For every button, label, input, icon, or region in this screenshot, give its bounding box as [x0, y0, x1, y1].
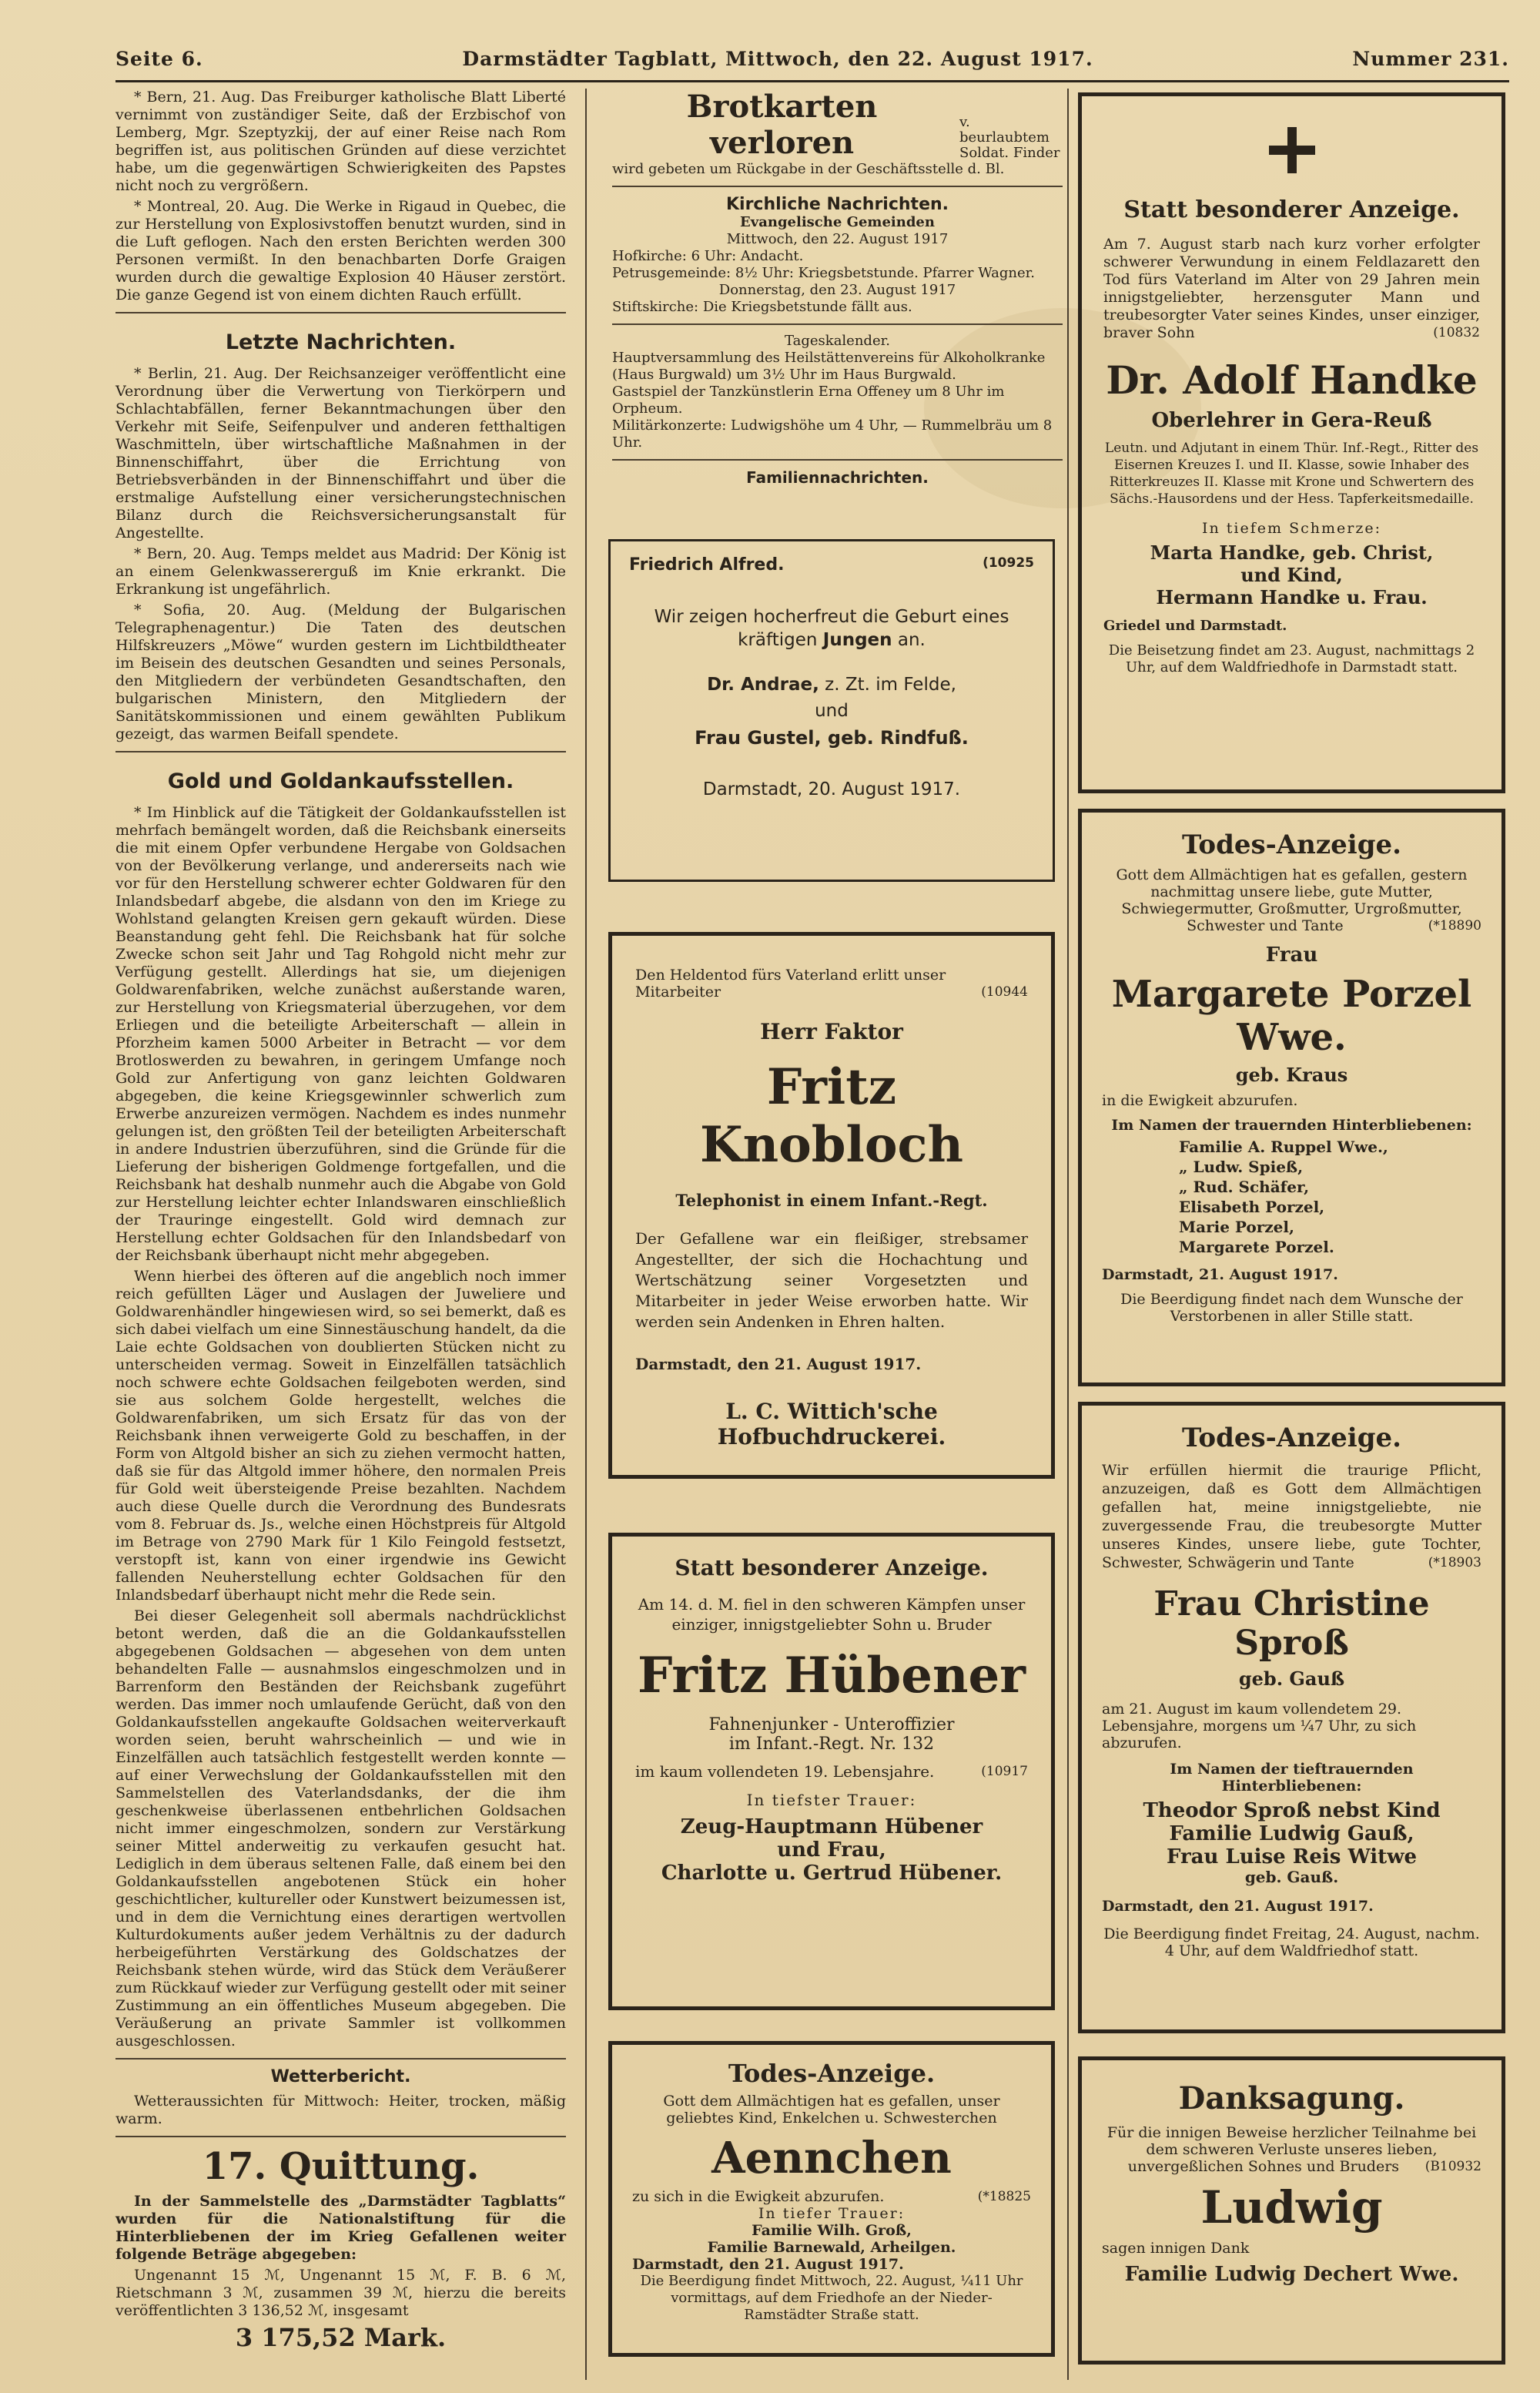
column-divider: [585, 89, 587, 2380]
rule: [612, 323, 1063, 325]
obit-date: Darmstadt, 21. August 1917.: [1102, 1266, 1338, 1283]
thanks-text: Für die innigen Beweise herzlicher Teilnahme bei dem schweren Verluste unseres lieben, unvergeßlichen Sohnes und Bruders: [1106, 2124, 1477, 2175]
section-title-weather: Wetterbericht.: [270, 2067, 411, 2086]
church-sub: Evangelische Gemeinden: [740, 214, 935, 230]
obit-birthname: geb. Kraus: [1235, 1064, 1348, 1086]
article-paragraph: Bei dieser Gelegenheit soll abermals nachdrücklichst betont werden, daß die an die Goldankaufsstellen abgegebenen Goldsachen — abgesehen von dem unten behandelten Falle — ausnahmslos eingeschmolzen und in Barrenform den Beständen der Reichsbank zugeführt werden. Das immer noch umlaufende Gerücht, daß von den Goldankaufsstellen angekaufte Goldsachen weiterverkauft worden seien, beruht wahrscheinlich — und wie in Einzelfällen auch tatsächlich festgestellt werden konnte — auf einer Verwechslung der Goldankaufsstellen mit den Sammelstellen des Vaterlandsdanks, der die ihm geschenkweise überlassenen entbehrlichen Goldsachen nicht immer eingeschmolzen, sondern zur Verstärkung seiner Mittel anderweitig zu verkaufen gesucht hat. Lediglich in dem überaus seltenen Falle, daß einem bei den Goldankaufsstellen angebotenen Stück ein hoher geschichtlicher, kultureller oder Kunstwert beizumessen ist, und in dem die Vernichtung eines derartigen wertvollen Kulturdokuments außer jedem Verhältnis zu der dadurch herbeigeführten Verstärkung des Goldschatzes der Reichsbank stehen würde, wird das Stück dem Veräußerer zum Rückkauf wieder zur Verfügung gestellt oder mit seiner Zustimmung an ein öffentliches Museum abgegeben. Die Veräußerung an private Sammler ist vollkommen ausgeschlossen.: [116, 1607, 566, 2049]
obit-family: Familie Ludwig Gauß,: [1169, 1822, 1414, 1845]
news-article: * Montreal, 20. Aug. Die Werke in Rigaud in Quebec, die zur Herstellung von Explosivstoffen benutzt wurden, sind in die Luft geflogen. Nach den ersten Berichten werden 300 Personen vermißt. In den benachbarten Dorfe Graigen wurden durch die gewaltige Explosion 40 Häuser zerstört. Die ganze Gegend ist von einem dichten Rauch erfüllt.: [116, 198, 566, 303]
ad-reference: (10832: [1433, 325, 1480, 340]
obit-family: Theodor Sproß nebst Kind: [1143, 1799, 1441, 1822]
obit-family: Hermann Handke u. Frau.: [1156, 586, 1428, 608]
rule: [612, 186, 1063, 187]
obit-family: Marta Handke, geb. Christ,: [1150, 541, 1434, 564]
rule: [116, 2136, 566, 2137]
column-notices: [612, 89, 1063, 487]
church-item: Stiftskirche: Die Kriegsbetstunde fällt aus.: [612, 299, 912, 315]
birth-father: Dr. Andrae,: [707, 675, 819, 695]
rule: [116, 2058, 566, 2060]
birth-child-name: Friedrich Alfred.: [629, 555, 785, 575]
obit-family: Frau Luise Reis Witwe: [1166, 1845, 1418, 1868]
obituary-knobloch: [608, 932, 1055, 1479]
obit-role: Telephonist in einem Infant.-Regt.: [675, 1191, 988, 1210]
obit-intro: Gott dem Allmächtigen hat es gefallen, unser geliebtes Kind, Enkelchen u. Schwesterchen: [663, 2093, 1000, 2127]
obit-heading: Todes-Anzeige.: [728, 2059, 936, 2088]
obit-intro: Den Heldentod fürs Vaterland erlitt unser Mitarbeiter: [635, 967, 946, 1000]
calendar-title: Tageskalender.: [785, 333, 890, 349]
thanks-line: sagen innigen Dank: [1102, 2240, 1250, 2257]
obit-intro: Am 7. August starb nach kurz vorher erfolgter schwerer Verwundung in einem Feldlazarett den Tod fürs Vaterland im Alter von 29 Jahren mein innigstgeliebter, herzensguter Mann und treubesorgter Vater seines Kindes, unser einziger, braver Sohn: [1103, 236, 1480, 341]
obit-text: Der Gefallene war ein fleißiger, strebsamer Angestellter, der sich die Hochachtung und Wertschätzung seiner Vorgesetzten und Mitarbeiter in jeder Weise erworben hatte. Wir werden sein Andenken in Ehren halten.: [635, 1229, 1028, 1331]
ad-reference: (10925: [983, 555, 1034, 571]
obit-family: „ Rud. Schäfer,: [1179, 1178, 1310, 1196]
obit-family: „ Ludw. Spieß,: [1179, 1158, 1304, 1176]
issue-number: Nummer 231.: [1352, 48, 1509, 70]
obit-text: in die Ewigkeit abzurufen.: [1102, 1092, 1298, 1109]
obit-title: Herr Faktor: [760, 1019, 903, 1044]
obit-family: Zeug-Hauptmann Hübener: [680, 1815, 983, 1838]
header-rule: [116, 80, 1509, 82]
obit-sender: L. C. Wittich'sche Hofbuchdruckerei.: [717, 1399, 946, 1450]
birth-date: Darmstadt, 20. August 1917.: [702, 779, 961, 799]
birth-mother: Frau Gustel, geb. Rindfuß.: [695, 727, 969, 749]
obituary-huebener: [608, 1533, 1055, 2010]
calendar-item: Militärkonzerte: Ludwigshöhe um 4 Uhr, — Rummelbräu um 8 Uhr.: [612, 417, 1053, 451]
birth-and: und: [815, 701, 849, 721]
column-news: [116, 89, 566, 2352]
obit-title: Frau: [1265, 943, 1318, 967]
lost-notice-sub: v. beurlaubtem: [959, 114, 1050, 146]
receipt-list: Ungenannt 15 ℳ, Ungenannt 15 ℳ, F. B. 6 ℳ, Rietschmann 3 ℳ, zusammen 39 ℳ, hierzu die bereits veröffentlichten 3 136,52 ℳ, insgesamt: [116, 2267, 566, 2319]
obit-name: Fritz Hübener: [638, 1647, 1026, 1704]
news-article: * Berlin, 21. Aug. Der Reichsanzeiger veröffentlicht eine Verordnung über die Verwertung von Tierkörpern und Schlachtabfällen, ferner Bekanntmachungen über den Verkehr mit Seife, Seifenpulver und anderen fetthaltigen Waschmitteln, über wirtschaftliche Maßnahmen in der Binnenschiffahrt, über die Errichtung von Betriebsverbänden in der Binnenschiffahrt und über die erstmalige Aufstellung einer versicherungstechnischen Bilanz durch die Reichsversicherungsanstalt für Angestellte.: [116, 365, 566, 541]
obit-date: Darmstadt, den 21. August 1917.: [1102, 1898, 1374, 1915]
receipt-total: 3 175,52 Mark.: [235, 2323, 447, 2352]
obit-family: Familie Barnewald, Arheilgen.: [707, 2239, 956, 2256]
calendar-item: Hauptversammlung des Heilstättenvereins für Alkoholkranke (Haus Burgwald) um 3½ Uhr im Haus Burgwald.: [612, 350, 1046, 383]
obit-text: am 21. August im kaum vollendetem 29. Lebensjahre, morgens um ¼7 Uhr, zu sich abzurufen.: [1102, 1701, 1417, 1751]
obit-intro: Wir erfüllen hiermit die traurige Pflicht, anzuzeigen, daß es Gott dem Allmächtigen gefallen hat, meine innigstgeliebte, nie zuvergessende Frau, die treubesorgte Mutter unseres Kindes, unsere liebe, gute Tochter, Schwester, Schwägerin und Tante: [1102, 1462, 1481, 1571]
calendar-item: Gastspiel der Tanzkünstlerin Erna Offeney um 8 Uhr im Orpheum.: [612, 384, 1005, 417]
church-date: Donnerstag, den 23. August 1917: [718, 282, 956, 298]
ad-reference: (*18890: [1428, 918, 1481, 933]
rule: [116, 312, 566, 313]
article-paragraph: Wenn hierbei des öfteren auf die angeblich noch immer reich gefüllten Läger und Auslagen der Juweliere und Goldwarenhändler hingewiesen wird, so sei bemerkt, daß es sich dabei vielfach um eine Sinnestäuschung handelt, da die Laie echte Goldsachen von doublierten Stücken nicht zu unterscheiden vermag. Soweit in Einzelfällen tatsächlich noch schwere echte Goldsachen feilgeboten werden, sind sie aus solchem Golde hergestellt, welches die Goldwarenfabriken, um sich Ersatz für das von der Reichsbank ihnen verweigerte Gold zu beschaffen, in der Form von Altgold bisher an sich zu ziehen vermocht hatten, daß sie für das Altgold immer höhere, den normalen Preis für Gold weit übersteigende Preise bezahlten. Nachdem auch diese Quelle durch die Verordnung des Bundesrats vom 8. Februar ds. Js., welche einen Höchstpreis für Altgold im Betrage von 2790 Mark für 1 Kilo Feingold festsetzt, verstopft ist, kann von einer irgendwie ins Gewicht fallenden Neuherstellung echter Goldsachen für den Inlandsbedarf überhaupt nicht mehr die Rede sein.: [116, 1268, 566, 1604]
news-article: * Sofia, 20. Aug. (Meldung der Bulgarischen Telegraphenagentur.) Die Taten des deutschen Hilfskreuzers „Möwe“ wurden gestern im Lichtbildtheater im Beisein des deutschen Gesandten und seines Personals, den Mitgliedern der verbündeten Gesandtschaften, den bulgarischen Ministern, den Mitgliedern der Sanitätskommissionen und einem gewählten Publikum gezeigt, das warmen Beifall spendete.: [116, 602, 566, 742]
weather-report: Wetteraussichten für Mittwoch: Heiter, trocken, mäßig warm.: [116, 2093, 566, 2127]
obit-family: Elisabeth Porzel,: [1179, 1198, 1325, 1216]
birth-father-note: z. Zt. im Felde,: [825, 675, 956, 695]
obit-birthname: geb. Gauß: [1238, 1667, 1345, 1690]
obit-heading: Todes-Anzeige.: [1182, 1423, 1401, 1453]
church-date: Mittwoch, den 22. August 1917: [726, 231, 949, 247]
birth-son: Jungen: [822, 630, 892, 650]
obit-date: Darmstadt, den 21. August 1917.: [632, 2256, 904, 2273]
obit-honours: Leutn. und Adjutant in einem Thür. Inf.-Regt., Ritter des Eisernen Kreuzes I. und II. Klasse, sowie Inhaber des Ritterkreuzes II. Klasse mit Krone und Schwertern des Sächs.-Hausordens und der Hess. Tapferkeitsmedaille.: [1104, 441, 1479, 507]
lost-notice-text: wird gebeten um Rückgabe in der Geschäftsstelle d. Bl.: [612, 161, 1005, 177]
church-item: Petrusgemeinde: 8½ Uhr: Kriegsbetstunde. Pfarrer Wagner.: [612, 265, 1035, 281]
thanks-name: Ludwig: [1200, 2181, 1383, 2234]
lost-notice-title: Brotkarten verloren: [686, 89, 878, 161]
obit-intro: Gott dem Allmächtigen hat es gefallen, gestern nachmittag unsere liebe, gute Mutter, Schwiegermutter, Großmutter, Urgroßmutter, Schwester und Tante: [1116, 866, 1468, 934]
obituary-handke: [1078, 92, 1505, 793]
rule: [612, 459, 1063, 461]
thanks-heading: Danksagung.: [1178, 2080, 1405, 2116]
obit-funeral: Die Beerdigung findet nach dem Wunsche der Verstorbenen in aller Stille statt.: [1120, 1291, 1463, 1325]
obituary-porzel: [1078, 809, 1505, 1386]
thanks-sender: Familie Ludwig Dechert Wwe.: [1124, 2263, 1459, 2286]
obit-intro: Am 14. d. M. fiel in den schweren Kämpfen unser einziger, innigstgeliebter Sohn u. Bruder: [638, 1595, 1026, 1634]
obit-mourning: In tiefem Schmerze:: [1202, 520, 1381, 537]
obit-heading: Statt besonderer Anzeige.: [1123, 196, 1460, 223]
ad-reference: (B10932: [1424, 2159, 1481, 2174]
obit-date: Darmstadt, den 21. August 1917.: [635, 1355, 922, 1373]
page-header: [116, 48, 1509, 75]
obit-name: Aennchen: [711, 2133, 952, 2184]
page-number: Seite 6.: [116, 48, 203, 70]
obit-family: geb. Gauß.: [1244, 1868, 1339, 1886]
receipt-title: 17. Quittung.: [202, 2145, 480, 2188]
obituary-aennchen: [608, 2041, 1055, 2357]
section-title-gold: Gold und Goldankaufsstellen.: [167, 769, 514, 793]
obit-mourning: In tiefster Trauer:: [746, 1791, 917, 1809]
newspaper-dateline: Darmstädter Tagblatt, Mittwoch, den 22. August 1917.: [462, 48, 1093, 70]
obit-family: Familie Wilh. Groß,: [752, 2222, 912, 2239]
obit-text: zu sich in die Ewigkeit abzurufen.: [632, 2188, 885, 2205]
obit-name: Fritz Knobloch: [699, 1058, 964, 1174]
birth-text: an.: [897, 630, 926, 650]
obit-heading: Statt besonderer Anzeige.: [675, 1555, 989, 1580]
obit-family: und Kind,: [1240, 564, 1343, 586]
iron-cross-icon: [1269, 127, 1315, 173]
birth-announcement: [608, 539, 1055, 882]
obit-mourning: In tiefer Trauer:: [758, 2205, 906, 2222]
obit-name: Frau Christine Sproß: [1153, 1584, 1430, 1663]
obit-family: Familie A. Ruppel Wwe.,: [1179, 1138, 1388, 1156]
obit-name: Dr. Adolf Handke: [1106, 357, 1478, 403]
obit-mourning: Im Namen der tieftrauernden Hinterbliebenen:: [1170, 1761, 1414, 1795]
obit-regiment: im Infant.-Regt. Nr. 132: [728, 1734, 935, 1754]
birth-text: Wir zeigen hocherfreut die Geburt eines kräftigen: [654, 607, 1009, 650]
section-title-latest-news: Letzte Nachrichten.: [225, 330, 457, 354]
article-paragraph: * Im Hinblick auf die Tätigkeit der Goldankaufsstellen ist mehrfach bemängelt worden, daß die Reichsbank einerseits die mit einem Opfer verbundene Hergabe von Goldsachen von der Bevölkerung verlange, und andererseits nach wie vor für den Herstellung schwerer echter Goldwaren für den Inlandsbedarf abgebe, die alsdann von den im Kriege zu Wohlstand gelangten Kreisen gern gekauft würden. Diese Beanstandung geht fehl. Die Reichsbank hat für solche Zwecke schon seit Jahr und Tag Rohgold nicht mehr zur Verfügung gestellt. Allerdings hat sie, um diejenigen Goldwarenfabriken, welche zunächst außerstande waren, zur Herstellung von Kriegsmaterial überzugehen, vor dem Erliegen und die beteiligte Arbeiterschaft — allein in Pforzheim kamen 5000 Arbeiter in Betracht — vor dem Brotloswerden zu bewahren, in geringem Umfange noch Gold zur Anfertigung von ganz leichten Goldwaren abgegeben, die keine Kriegsgewinnler schwerlich zum Erwerbe anzureizen vermögen. Nachdem es indes nunmehr gelungen ist, den größten Teil der beteiligten Arbeiterschaft in andere Industrien überzuführen, sind die Gründe für die Lieferung der bisherigen Goldmenge fortgefallen, und die Reichsbank hat deshalb nunmehr auch die Abgabe von Gold zur Herstellung leichter echter Inlandswaren einschließlich der Trauringe eingestellt. Gold wird demnach zur Herstellung echter Goldsachen für den Inlandsbedarf von der Reichsbank überhaupt nicht mehr abgegeben.: [116, 804, 566, 1264]
church-item: Hofkirche: 6 Uhr: Andacht.: [612, 248, 804, 264]
receipt-intro: In der Sammelstelle des „Darmstädter Tagblatts“ wurden für die Nationalstiftung für die Hinterbliebenen der im Krieg Gefallenen weiter folgende Beträge abgegeben:: [116, 2193, 566, 2263]
ad-reference: (10917: [981, 1764, 1028, 1779]
obit-mourning: Im Namen der trauernden Hinterbliebenen:: [1111, 1117, 1472, 1134]
obit-profession: Oberlehrer in Gera-Reuß: [1151, 409, 1432, 432]
obit-family: Charlotte u. Gertrud Hübener.: [661, 1862, 1003, 1885]
obit-funeral: Die Beisetzung findet am 23. August, nachmittags 2 Uhr, auf dem Waldfriedhofe in Darmstadt statt.: [1108, 642, 1475, 675]
obit-family: Margarete Porzel.: [1179, 1238, 1334, 1256]
column-divider: [1067, 89, 1069, 2380]
obit-place: Griedel und Darmstadt.: [1103, 618, 1287, 634]
ad-reference: (*18825: [977, 2189, 1031, 2204]
family-title: Familiennachrichten.: [746, 468, 929, 487]
thanks-notice: [1078, 2056, 1505, 2365]
ad-reference: (10944: [981, 984, 1028, 1000]
obit-name: Margarete Porzel Wwe.: [1111, 973, 1472, 1059]
obituary-spross: [1078, 1402, 1505, 2033]
ad-reference: (*18903: [1428, 1555, 1481, 1570]
obit-heading: Todes-Anzeige.: [1182, 830, 1401, 860]
news-article: * Bern, 21. Aug. Das Freiburger katholische Blatt Liberté vernimmt von zuständiger Seite, daß der Erzbischof von Lemberg, Mgr. Szeptyzkij, der auf einer Reise nach Rom begriffen ist, aus politischen Gründen auf diese verzichtet habe, um die gegenwärtigen Schwierigkeiten des Papstes nicht noch zu vergrößern.: [116, 89, 566, 194]
rule: [116, 751, 566, 752]
obit-funeral: Die Beerdigung findet Freitag, 24. August, nachm. 4 Uhr, auf dem Waldfriedhof statt.: [1103, 1925, 1480, 1959]
obit-family: Marie Porzel,: [1179, 1218, 1294, 1236]
lost-notice-sub: Soldat. Finder: [959, 145, 1060, 161]
obit-family: und Frau,: [777, 1838, 886, 1862]
obit-funeral: Die Beerdigung findet Mittwoch, 22. August, ¼11 Uhr vormittags, auf dem Friedhofe an der Nieder-Ramstädter Straße statt.: [640, 2273, 1023, 2323]
obit-age: im kaum vollendeten 19. Lebensjahre.: [635, 1762, 935, 1781]
obit-rank: Fahnenjunker - Unteroffizier: [708, 1715, 955, 1734]
news-article: * Bern, 20. Aug. Temps meldet aus Madrid: Der König ist an einem Gelenkwassererguß im Knie erkrankt. Die Erkrankung ist ungefährlich.: [116, 545, 566, 598]
church-title: Kirchliche Nachrichten.: [725, 195, 949, 214]
